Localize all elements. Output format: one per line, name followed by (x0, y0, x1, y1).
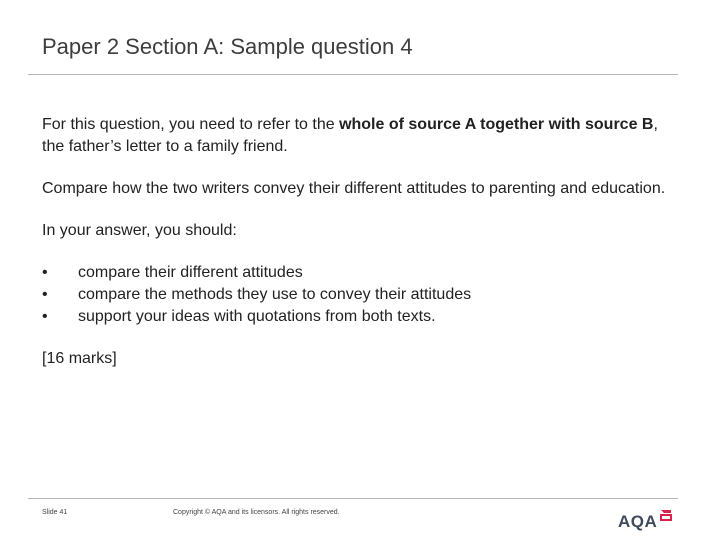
copyright-notice: Copyright © AQA and its licensors. All rights reserved. (173, 509, 340, 516)
bullet-text: compare the methods they use to convey their attitudes (78, 286, 472, 303)
answer-bullet-list (42, 262, 672, 328)
list-item (42, 284, 672, 306)
intro-text-before: For this question, you need to refer to the (42, 116, 340, 133)
bullet-icon: • (42, 308, 48, 325)
bullet-icon: • (42, 286, 48, 303)
intro-paragraph (42, 114, 672, 158)
bullet-text: compare their different attitudes (78, 264, 303, 281)
title-divider (28, 74, 678, 75)
question-content (42, 114, 672, 390)
marks-label: [16 marks] (42, 350, 117, 367)
list-item (42, 306, 672, 328)
slide-title: Paper 2 Section A: Sample question 4 (42, 34, 413, 59)
answer-intro: In your answer, you should: (42, 222, 237, 239)
slide-number: Slide 41 (42, 509, 68, 516)
footer-divider (28, 498, 678, 499)
aqa-logo (618, 509, 673, 531)
intro-text-after: , the father’s letter to a family friend. (42, 116, 658, 155)
compare-paragraph: Compare how the two writers convey their different attitudes to parenting and education. (42, 180, 666, 197)
bullet-text: support your ideas with quotations from both texts. (78, 308, 436, 325)
aqa-logo-text: AQA (618, 512, 658, 531)
intro-text-bold: whole of source A together with source B (339, 116, 654, 133)
list-item (42, 262, 672, 284)
bullet-icon: • (42, 264, 48, 281)
aqa-logo-mark-icon (659, 508, 673, 527)
